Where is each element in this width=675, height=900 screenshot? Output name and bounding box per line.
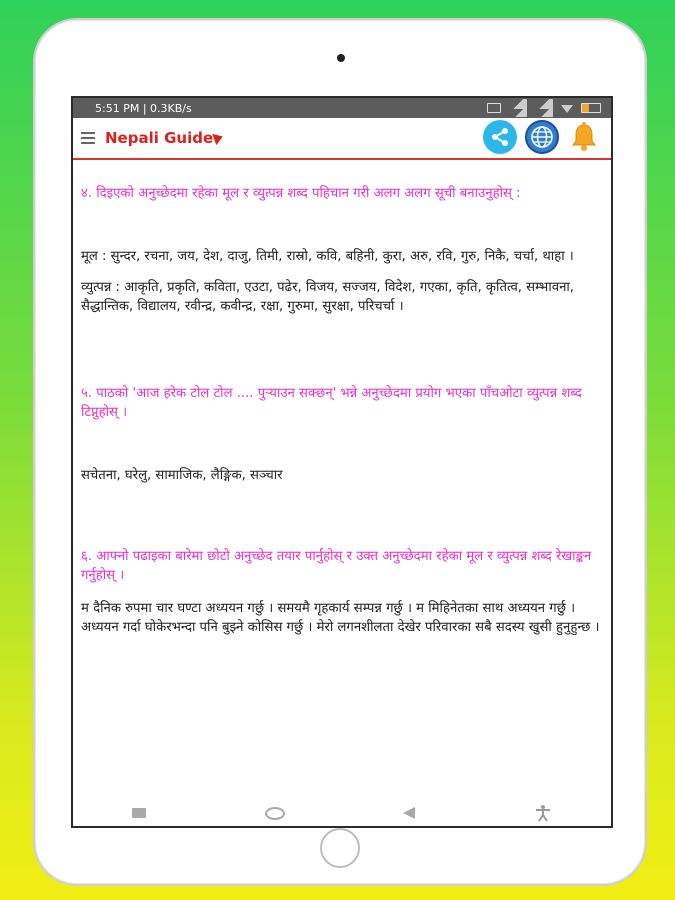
back-icon[interactable]: [403, 807, 415, 819]
signal-icon: [509, 99, 527, 117]
recents-icon[interactable]: [132, 808, 146, 818]
lesson-content: [73, 160, 611, 637]
hamburger-icon[interactable]: [81, 132, 95, 144]
flag-icon: [212, 131, 225, 145]
answer-5: सचेतना, घरेलु, सामाजिक, लैङ्गिक, सञ्चार: [81, 468, 283, 483]
bell-icon: [567, 120, 601, 154]
tablet-frame: [33, 18, 647, 886]
appbar-actions: [483, 120, 601, 154]
status-time: 5:51 PM | 0.3KB/s: [95, 101, 192, 115]
share-button[interactable]: [483, 120, 517, 154]
battery-icon: [581, 103, 601, 113]
globe-icon: [530, 125, 554, 149]
status-bar: [73, 98, 611, 118]
question-5: ५. पाठको 'आज हरेक टोल टोल .... पुऱ्याउन सक्छन्' भन्ने अनुच्छेदमा प्रयोग भएका पाँचओटा व्युत्पन्न शब्द टिप्नुहोस् ।: [81, 386, 582, 420]
accessibility-icon[interactable]: [534, 804, 552, 822]
app-title: Nepali Guide: [105, 129, 214, 147]
language-button[interactable]: [525, 120, 559, 154]
status-icons: [487, 99, 601, 117]
wifi-icon: [561, 103, 573, 113]
android-nav-bar: [73, 800, 611, 826]
device-screen: [71, 96, 613, 828]
camera-dot: [337, 54, 345, 62]
question-4: ४. दिइएको अनुच्छेदमा रहेका मूल र व्युत्पन्न शब्द पहिचान गरी अलग अलग सूची बनाउनुहोस् :: [81, 186, 521, 201]
signal-icon-2: [535, 99, 553, 117]
question-6: ६. आफ्नो पढाइका बारेमा छोटो अनुच्छेद तयार पार्नुहोस् र उक्त अनुच्छेदमा रहेका मूल र व्युत्पन्न शब्द रेखाङ्कन गर्नुहोस् ।: [81, 549, 592, 583]
app-bar: [73, 118, 611, 160]
answer-4-vyutpanna: व्युत्पन्न : आकृति, प्रकृति, कविता, एउटा, पढेर, विजय, सज्जय, विदेश, गएका, कृति, कृतित्व, सम्भावना, सैद्धान्तिक, विद्यालय, रवीन्द्र, कवीन्द्र, रक्षा, गुरुमा, सुरक्षा, परिचर्चा ।: [81, 280, 574, 314]
volte-icon: [487, 103, 501, 113]
share-icon: [490, 127, 510, 147]
notification-button[interactable]: [567, 120, 601, 154]
answer-6: म दैनिक रुपमा चार घण्टा अध्ययन गर्छु । समयमै गृहकार्य सम्पन्न गर्छु । म मिहिनेतका साथ अध्ययन गर्छु । अध्ययन गर्दा घोकेरभन्दा पनि बुझ्ने कोसिस गर्छु । मेरो लगनशीलता देखेर परिवारका सबै सदस्य खुसी हुनुहुन्छ ।: [81, 601, 600, 635]
tablet-home-button[interactable]: [320, 828, 360, 868]
home-icon[interactable]: [265, 807, 285, 820]
answer-4-mul: मूल : सुन्दर, रचना, जय, देश, दाजु, तिमी, रास्रो, कवि, बहिनी, कुरा, अरु, रवि, गुरु, निकै, चर्चा, थाहा ।: [81, 249, 574, 264]
